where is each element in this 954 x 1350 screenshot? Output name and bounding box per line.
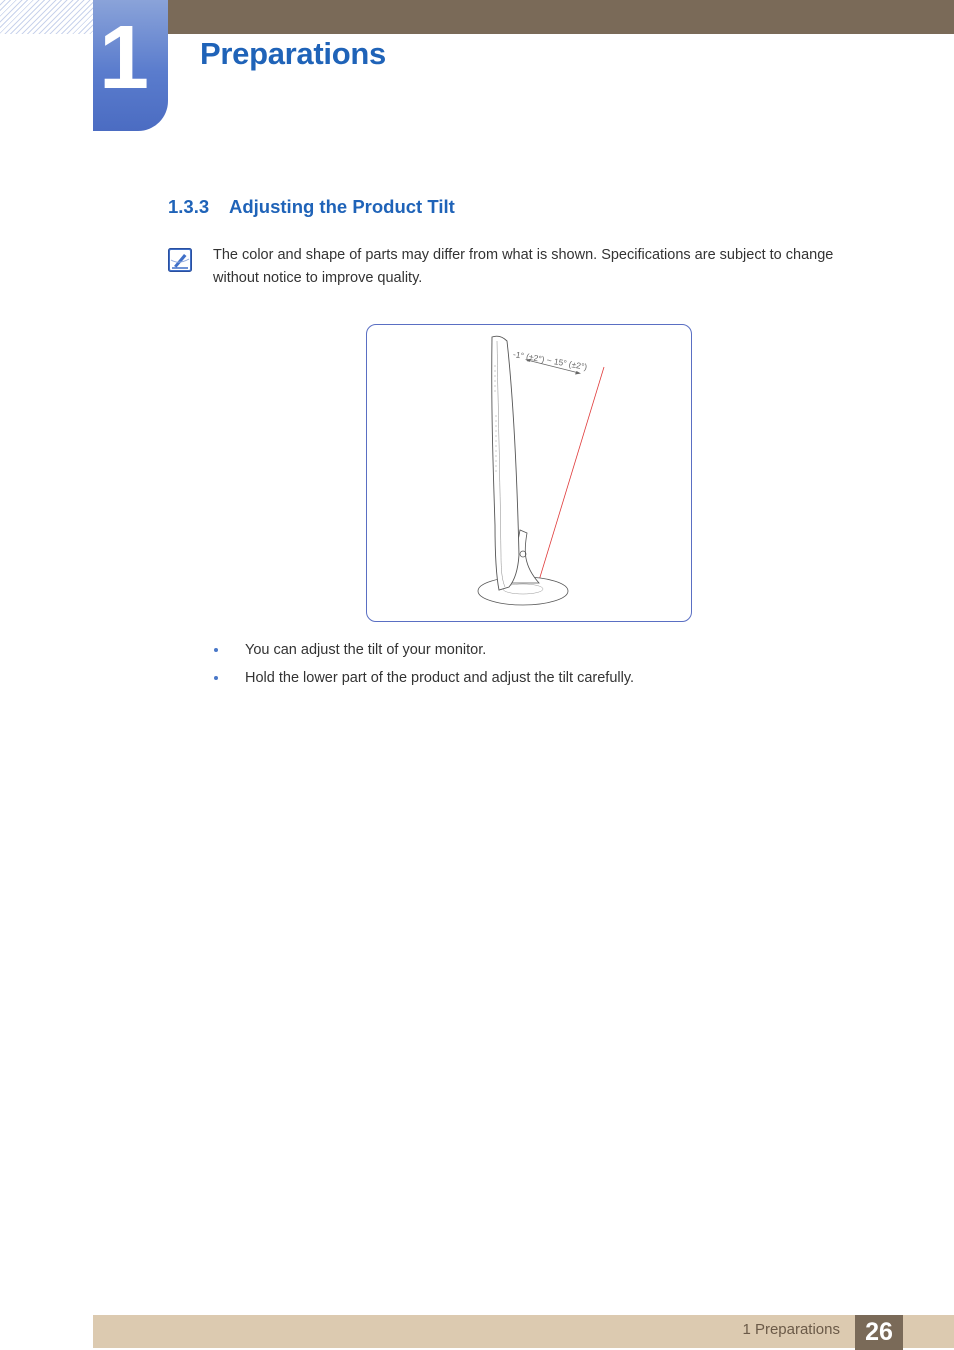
tilt-figure	[366, 324, 692, 622]
monitor-side-illustration	[367, 325, 692, 622]
chapter-title: Preparations	[200, 36, 386, 71]
tilt-range-label: -1° (±2°) ~ 15° (±2°)	[512, 349, 588, 372]
monitor-panel	[492, 336, 519, 590]
page-number: 26	[855, 1315, 903, 1350]
section-number: 1.3.3	[168, 196, 210, 217]
bullet-list	[213, 638, 634, 694]
note-text: The color and shape of parts may differ from what is shown. Specifications are subject to change without notice to improve quality.	[213, 247, 834, 286]
tilt-reference-line	[537, 367, 604, 587]
header-bar	[168, 0, 954, 34]
note-pencil-icon	[168, 248, 192, 272]
chapter-number: 1	[98, 8, 150, 108]
list-item: Hold the lower part of the product and adjust the tilt carefully.	[213, 666, 634, 694]
section-title: Adjusting the Product Tilt	[229, 196, 455, 217]
list-item: You can adjust the tilt of your monitor.	[213, 638, 634, 666]
section-heading	[168, 195, 455, 219]
bullet-dot-icon	[214, 648, 218, 652]
bullet-dot-icon	[214, 676, 218, 680]
header-hatch-decoration	[0, 0, 93, 34]
footer-chapter-label: 1 Preparations	[742, 1321, 840, 1338]
